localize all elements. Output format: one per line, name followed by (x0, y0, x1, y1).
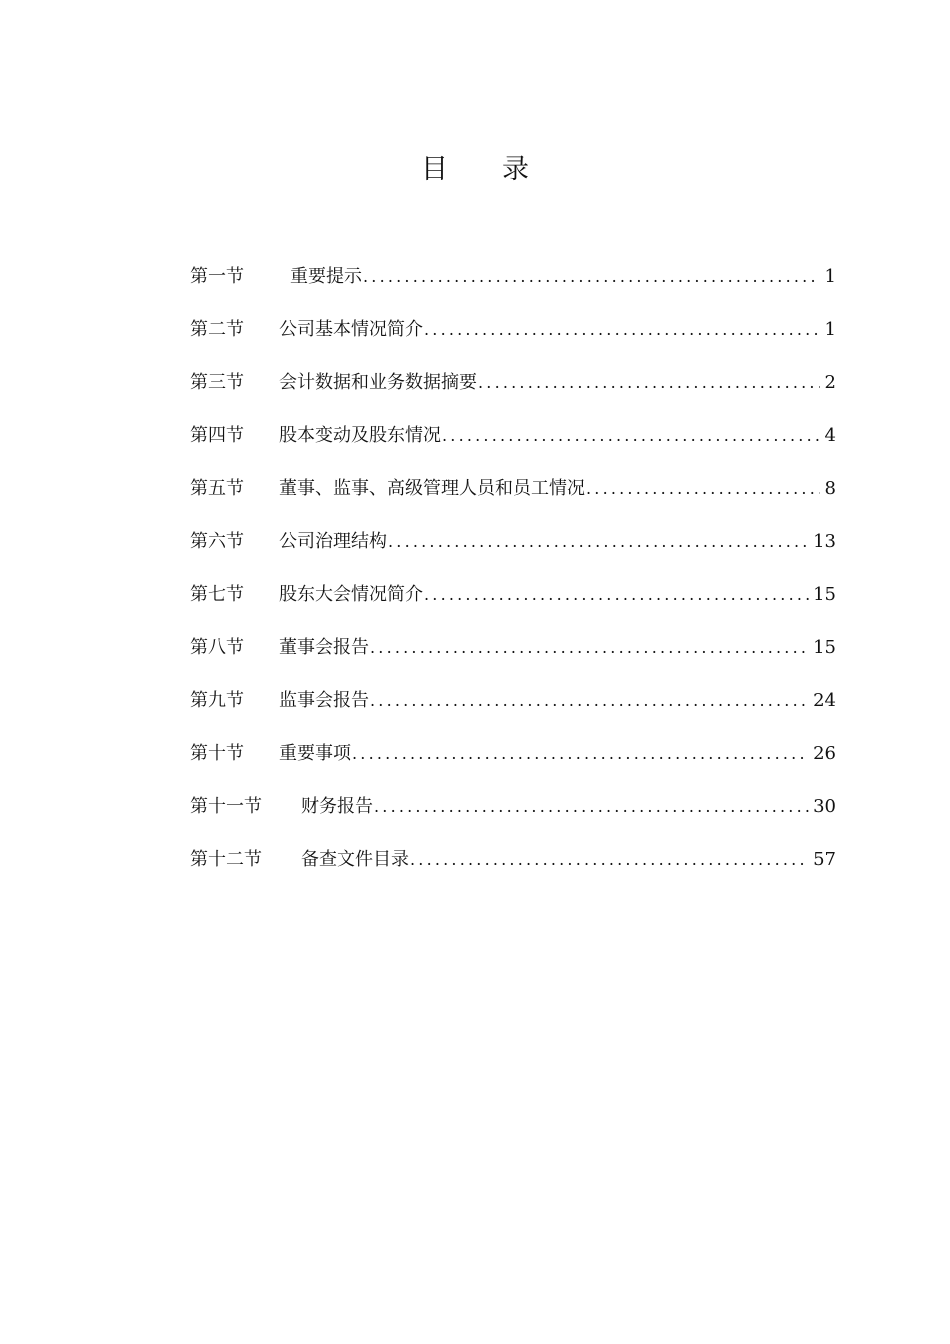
toc-section-title: 重要提示 (290, 266, 362, 287)
toc-section-number: 第九节 (190, 690, 244, 711)
toc-page-number: 1 (824, 266, 836, 287)
toc-page-number: 24 (813, 690, 836, 711)
toc-entry[interactable] (190, 568, 836, 621)
toc-leader-dots (478, 356, 820, 409)
toc-entry[interactable] (190, 250, 836, 303)
toc-section-number: 第五节 (190, 478, 244, 499)
toc-leader-dots (410, 833, 809, 886)
toc-section-number: 第二节 (190, 319, 244, 340)
toc-entry[interactable] (190, 621, 836, 674)
table-of-contents (190, 250, 836, 886)
toc-section-title: 公司治理结构 (279, 531, 387, 552)
toc-leader-dots (388, 515, 809, 568)
toc-page-number: 57 (813, 849, 836, 870)
toc-entry[interactable] (190, 780, 836, 833)
toc-page-number: 26 (813, 743, 836, 764)
toc-section-number: 第十节 (190, 743, 244, 764)
toc-leader-dots (352, 727, 809, 780)
toc-page-number: 15 (813, 637, 836, 658)
toc-entry[interactable] (190, 674, 836, 727)
title-char-1: 目 (421, 154, 448, 185)
toc-section-number: 第六节 (190, 531, 244, 552)
toc-entry[interactable] (190, 356, 836, 409)
toc-leader-dots (424, 303, 820, 356)
toc-page-number: 2 (824, 372, 836, 393)
toc-section-title: 股东大会情况简介 (279, 584, 423, 605)
toc-section-number: 第一节 (190, 266, 244, 287)
toc-leader-dots (374, 780, 809, 833)
toc-page-number: 30 (813, 796, 836, 817)
toc-entry[interactable] (190, 727, 836, 780)
toc-entry[interactable] (190, 462, 836, 515)
toc-page-number: 1 (824, 319, 836, 340)
toc-leader-dots (363, 250, 820, 303)
toc-section-title: 备查文件目录 (301, 849, 409, 870)
toc-page-number: 13 (813, 531, 836, 552)
toc-section-title: 财务报告 (301, 796, 373, 817)
toc-section-number: 第三节 (190, 372, 244, 393)
toc-section-title: 重要事项 (279, 743, 351, 764)
toc-section-title: 会计数据和业务数据摘要 (279, 372, 477, 393)
toc-section-title: 董事、监事、高级管理人员和员工情况 (279, 478, 585, 499)
toc-section-number: 第十一节 (190, 796, 262, 817)
toc-leader-dots (370, 621, 809, 674)
toc-entry[interactable] (190, 409, 836, 462)
page-title (0, 148, 950, 192)
toc-page-number: 8 (824, 478, 836, 499)
toc-section-title: 股本变动及股东情况 (279, 425, 441, 446)
toc-section-title: 公司基本情况简介 (279, 319, 423, 340)
toc-leader-dots (370, 674, 809, 727)
toc-page-number: 15 (813, 584, 836, 605)
toc-section-title: 董事会报告 (279, 637, 369, 658)
toc-leader-dots (586, 462, 820, 515)
toc-page-number: 4 (824, 425, 836, 446)
toc-section-number: 第八节 (190, 637, 244, 658)
toc-leader-dots (442, 409, 820, 462)
toc-entry[interactable] (190, 303, 836, 356)
toc-section-number: 第四节 (190, 425, 244, 446)
toc-section-number: 第十二节 (190, 849, 262, 870)
toc-leader-dots (424, 568, 809, 621)
toc-entry[interactable] (190, 833, 836, 886)
title-char-2: 录 (502, 154, 529, 185)
toc-section-title: 监事会报告 (279, 690, 369, 711)
toc-section-number: 第七节 (190, 584, 244, 605)
toc-entry[interactable] (190, 515, 836, 568)
